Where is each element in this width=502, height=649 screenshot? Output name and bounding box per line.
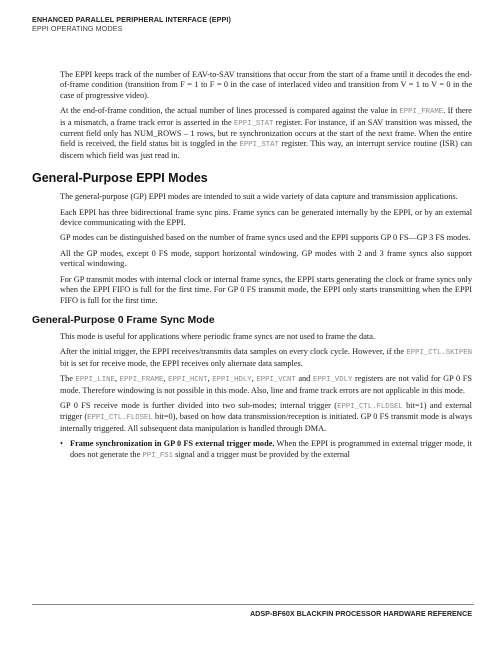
footer-rule [32,604,474,605]
paragraph: Each EPPI has three bidirectional frame sync pins. Frame syncs can be generated internally by the EPPI, or by an external device communicating with the EPPI. [60,207,472,228]
paragraph: At the end-of-frame condition, the actual number of lines processed is compared against the value in EPPI_FRAME. If there is a mismatch, a frame track error is asserted in the EPPI_STAT register. For instance, if an SAV transition was missed, the current field only has NUM_ROWS – 1 rows, but re synchronization occurs at the start of the next frame. When the entire field is received, the field status bit is toggled in the EPPI_STAT register. This way, an interrupt service routine (ISR) can discern which field was just read in. [60,106,473,160]
list-item-lead: Frame synchronization in GP 0 FS external trigger mode. [70,439,275,449]
register-bit: EPPI_CTL.SKIPEN [406,349,472,358]
paragraph: After the initial trigger, the EPPI receives/transmits data samples on every clock cycle. However, if the EPPI_CTL.SKIPEN bit is set for receive mode, the EPPI receives only alternate data samples. [60,347,472,368]
register-name: EPPI_FRAME [399,108,444,117]
running-footer: ADSP-BF60X BLACKFIN PROCESSOR HARDWARE REFERENCE [249,609,472,618]
paragraph: For GP transmit modes with internal clock or internal frame syncs, the EPPI starts generating the clock or frame syncs only when the EPPI FIFO is full for the first time. For GP 0 FS transmit mode, the EPPI only starts transmitting when the EPPI FIFO is full for the first time. [60,274,472,305]
register-name: EPPI_STAT [234,119,274,128]
paragraph: The general-purpose (GP) EPPI modes are intended to suit a wide variety of data capture and transmission applications. [60,192,458,202]
paragraph: All the GP modes, except 0 FS mode, support horizontal windowing. GP modes with 2 and 3 frame syncs also support vertical windowing. [60,248,472,269]
running-header [32,15,231,33]
section-heading: General-Purpose EPPI Modes [32,171,208,186]
register-name: EPPI_HDLY [212,376,252,385]
paragraph: The EPPI keeps track of the number of EAV-to-SAV transitions that occur from the start of a frame until it decodes the end-of-frame condition (transition from F = 1 to F = 0 in the case of interlaced video and transition from V = 1 to V = 0 in the case of progressive video). [60,70,472,100]
header-section: EPPI OPERATING MODES [32,24,123,33]
paragraph: This mode is useful for applications where periodic frame syncs are not used to frame the data. [60,331,375,341]
subsection-heading: General-Purpose 0 Frame Sync Mode [32,314,215,326]
register-name: EPPI_VCNT [256,376,296,385]
page-content [32,70,472,461]
list-item: • Frame synchronization in GP 0 FS external trigger mode. When the EPPI is programmed in external trigger mode, it does not generate the PPI_FS1 signal and a trigger must be provided by the external [60,439,472,460]
register-name: EPPI_VDLY [312,376,353,385]
register-bit: EPPI_CTL.FLDSEL [87,414,153,423]
register-name: EPPI_FRAME [119,376,164,385]
paragraph: The EPPI_LINE, EPPI_FRAME, EPPI_HCNT, EPPI_HDLY, EPPI_VCNT and EPPI_VDLY registers are not valid for GP 0 FS mode. Therefore windowing is not possible in this mode. Also, line and frame track errors are not applicable in this mode. [60,374,472,395]
bullet-list [32,439,472,461]
bullet-icon: • [60,439,63,449]
register-name: EPPI_STAT [239,141,279,150]
paragraph: GP modes can be distinguished based on the number of frame syncs used and the EPPI supports GP 0 FS—GP 3 FS modes. [60,233,471,243]
paragraph: GP 0 FS receive mode is further divided into two sub-modes; internal trigger (EPPI_CTL.FLDSEL bit=1) and external trigger (EPPI_CTL.FLDSEL bit=0), based on how data transmission/reception is initiated. GP 0 FS transmit mode is always internally triggered. All subsequent data manipulation is handled through DMA. [60,400,472,433]
register-name: EPPI_HCNT [168,376,208,385]
signal-name: PPI_FS1 [142,451,173,460]
register-bit: EPPI_CTL.FLDSEL [337,402,403,411]
header-chapter: ENHANCED PARALLEL PERIPHERAL INTERFACE (EPPI) [32,15,231,24]
register-name: EPPI_LINE [75,376,115,385]
